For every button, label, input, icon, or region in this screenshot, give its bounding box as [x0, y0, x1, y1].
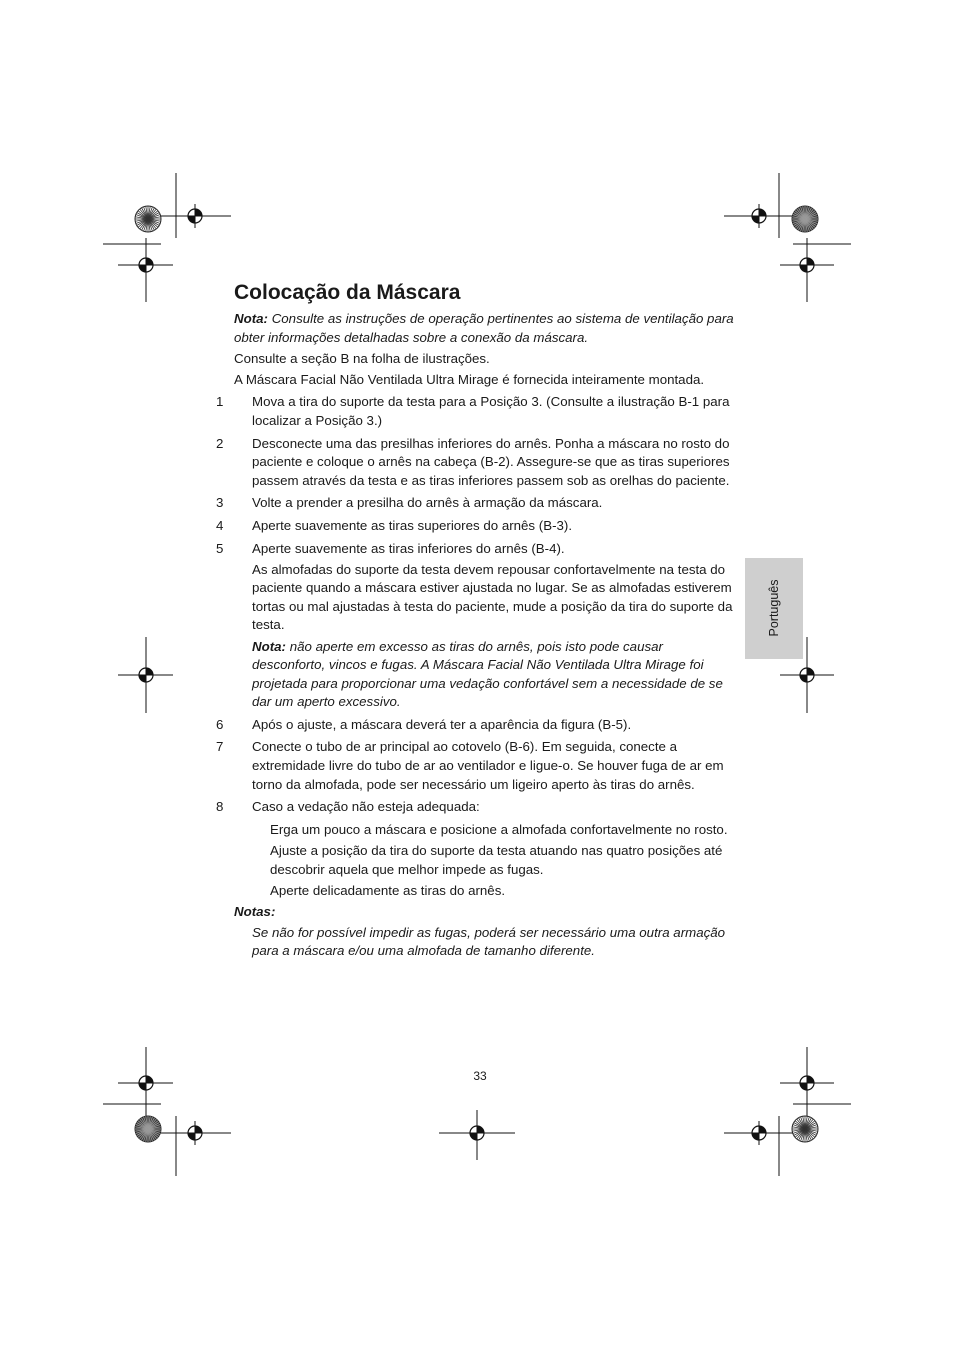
color-starburst-icon	[792, 1116, 818, 1142]
step8-subitem: Ajuste a posição da tira do suporte da testa atuando nas quatro posições até descobrir aquela que melhor impede as fugas.	[270, 842, 723, 877]
step8-subitem: Aperte delicadamente as tiras do arnês.	[270, 882, 506, 898]
step-item: 8 Caso a vedação não esteja adequada:	[216, 799, 480, 815]
step-item: 1 Mova a tira do suporte da testa para a Posição 3. (Consulte a ilustração B-1 para localizar a Posição 3.)	[216, 394, 730, 428]
notes-text: Se não for possível impedir as fugas, poderá ser necessário uma outra armação para a máscara e/ou uma almofada de tamanho diferente.	[252, 924, 726, 959]
instructions-body	[216, 310, 734, 964]
page-title: Colocação da Máscara	[234, 281, 461, 304]
intro-note: Nota: Consulte as instruções de operação pertinentes ao sistema de ventilação para obter informações detalhadas sobre a conexão da máscara.	[234, 311, 734, 345]
step-item: 2 Desconecte uma das presilhas inferiores do arnês. Ponha a máscara no rosto do paciente e coloque o arnês na cabeça (B-2). Assegure-se que as tiras superiores passem através da testa e as tiras inferiores passem sob as orelhas do paciente.	[216, 435, 730, 488]
color-starburst-icon	[135, 1116, 161, 1142]
supplied-text: A Máscara Facial Não Ventilada Ultra Mirage é fornecida inteiramente montada.	[234, 371, 705, 387]
step5-note: Nota: não aperte em excesso as tiras do arnês, pois isto pode causar desconforto, vincos e fugas. A Máscara Facial Não Ventilada Ultra Mirage foi projetada para proporcionar uma vedação confortável sem a necessidade de se dar um aperto excessivo.	[252, 638, 723, 710]
language-tab	[745, 558, 803, 659]
color-starburst-icon	[135, 206, 161, 232]
step-item: 3 Volte a prender a presilha do arnês à armação da máscara.	[216, 495, 603, 511]
step-item: 7 Conecte o tubo de ar principal ao cotovelo (B-6). Em seguida, conecte a extremidade livre do tubo de ar ao ventilador e ligue-o. Se houver fuga de ar em torno da almofada, pode ser necessário um ligeiro aperto às tiras do arnês.	[216, 739, 724, 792]
color-starburst-icon	[792, 206, 818, 232]
language-tab-label: Português	[767, 579, 781, 637]
step-item: 4 Aperte suavemente as tiras superiores do arnês (B-3).	[216, 517, 573, 533]
step-item: 6 Após o ajuste, a máscara deverá ter a aparência da figura (B-5).	[216, 716, 632, 732]
notes-label: Notas:	[234, 903, 276, 919]
consult-text: Consulte a seção B na folha de ilustrações.	[234, 350, 490, 366]
page-number: 33	[473, 1069, 487, 1083]
step5-extra: As almofadas do suporte da testa devem repousar confortavelmente na testa do paciente quando a máscara estiver ajustada no lugar. Se as almofadas estiverem tortas ou mal ajustadas à testa do paciente, mude a posição da tira do suporte da testa.	[252, 561, 733, 633]
step-item: 5 Aperte suavemente as tiras inferiores do arnês (B-4).	[216, 540, 565, 556]
step8-subitem: Erga um pouco a máscara e posicione a almofada confortavelmente no rosto.	[270, 821, 728, 837]
